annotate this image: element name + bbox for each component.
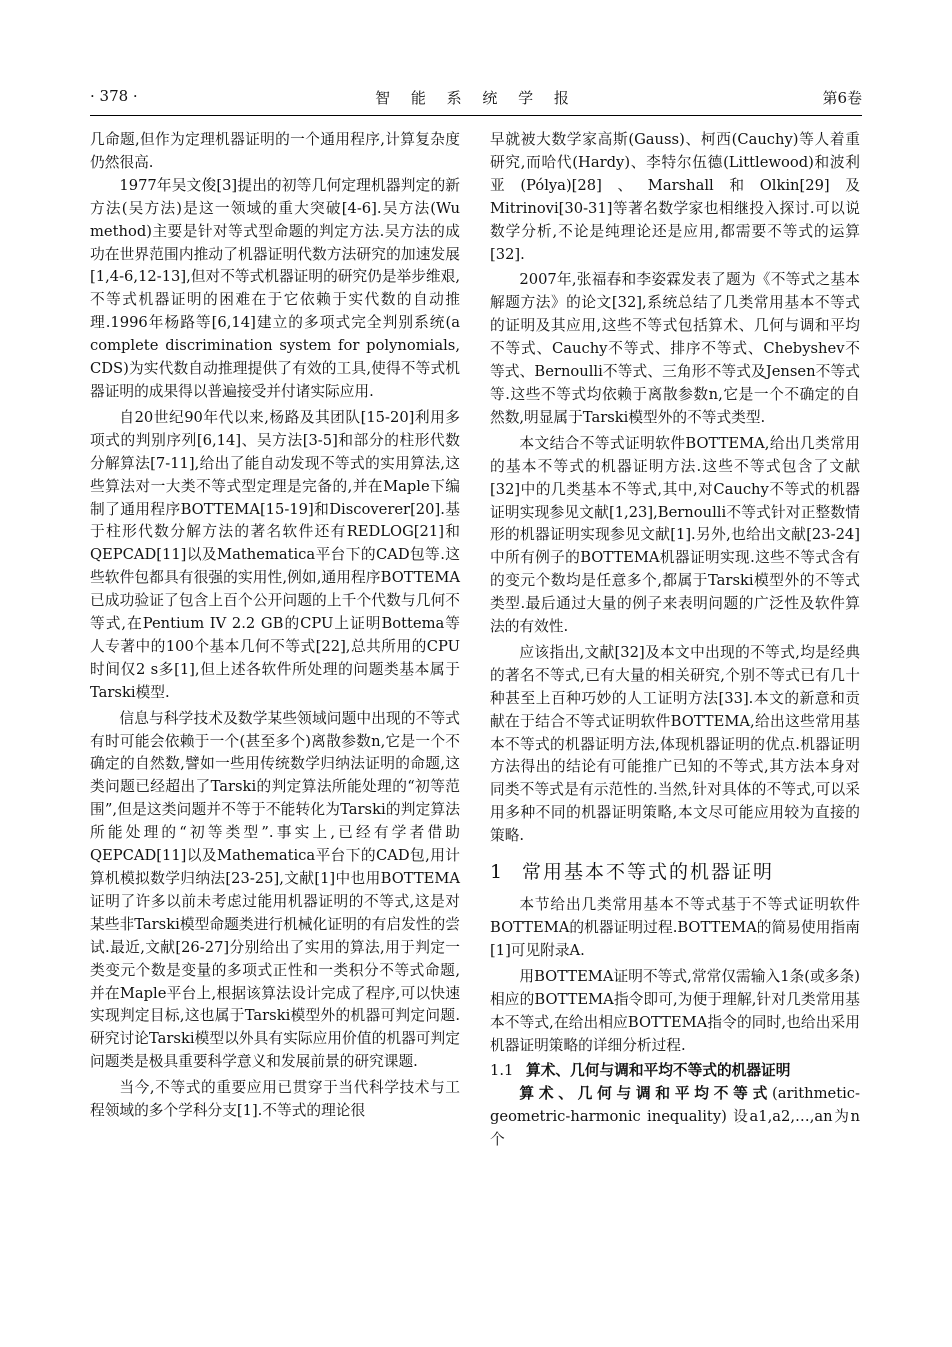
running-header — [90, 87, 862, 113]
paragraph: 早就被大数学家高斯(Gauss)、柯西(Cauchy)等人着重研究,而哈代(Hardy)、李特尔伍德(Littlewood)和波利亚(Pólya)[28]、Marshall和Olkin[29]及Mitrinovi[30-31]等著名数学家也相继投入探讨.可以说数学分析,不论是纯理论还是应用,都需要不等式的运算[32]. — [490, 131, 860, 263]
volume-label: 第6卷 — [822, 89, 862, 107]
section-title: 常用基本不等式的机器证明 — [522, 861, 775, 884]
subsection-number: 1.1 — [490, 1062, 514, 1080]
paragraph: 几命题,但作为定理机器证明的一个通用程序,计算复杂度仍然很高. — [90, 131, 460, 171]
section-heading — [490, 859, 860, 885]
paragraph: 1977年吴文俊[3]提出的初等几何定理机器判定的新方法(吴方法)是这一领域的重大突破[4-6].吴方法(Wu method)主要是针对等式型命题的判定方法.吴方法的成功在世界范围内推动了机器证明代数方法研究的加速发展[1,4-6,12-13],但对不等式机器证明的研究仍是举步维艰,不等式机器证明的困难在于它依赖于实代数的自动推理.1996年杨路等[6,14]建立的多项式完全判别系统(a complete discrimination system for polynomials, CDS)为实代数自动推理提供了有效的工具,使得不等式机器证明的成果得以普遍接受并付诸实际应用. — [90, 176, 460, 400]
paragraph-text: (arithmetic-geometric-harmonic inequality) 设a1,a2,…,an为n个 — [490, 1085, 860, 1149]
paragraph — [490, 1083, 860, 1152]
paragraph: 应该指出,文献[32]及本文中出现的不等式,均是经典的著名不等式,已有大量的相关研究,个别不等式已有几十种甚至上百种巧妙的人工证明方法[33].本文的新意和贡献在于结合不等式证明软件BOTTEMA,给出这些常用基本不等式的机器证明方法,体现机器证明的优点.机器证明方法得出的结论有可能推广已知的不等式,其方法本身对同类不等式是有示范性的.当然,针对具体的不等式,可以采用多种不同的机器证明策略,本文尽可能应用较为直接的策略. — [490, 643, 860, 845]
left-column — [90, 129, 460, 1123]
page-number: · 378 · — [90, 87, 138, 105]
header-rule — [90, 115, 862, 116]
journal-title: 智 能 系 统 学 报 — [375, 89, 577, 107]
subsection-heading — [490, 1060, 860, 1083]
paragraph: 本文结合不等式证明软件BOTTEMA,给出几类常用的基本不等式的机器证明方法.这些不等式包含了文献[32]中的几类基本不等式,其中,对Cauchy不等式的机器证明实现参见文献[1,23],Bernoulli不等式针对正整数情形的机器证明实现参见文献[1].另外,也给出文献[23-24]中所有例子的BOTTEMA机器证明实现.这些不等式含有的变元个数均是任意多个,都属于Tarski模型外的不等式类型.最后通过大量的例子来表明问题的广泛性及软件算法的有效性. — [490, 434, 860, 636]
right-column — [490, 129, 860, 1152]
paragraph: 本节给出几类常用基本不等式基于不等式证明软件BOTTEMA的机器证明过程.BOTTEMA的简易使用指南[1]可见附录A. — [490, 896, 860, 959]
paragraph: 信息与科学技术及数学某些领域问题中出现的不等式有时可能会依赖于一个(甚至多个)离散参数n,它是一个不确定的自然数,譬如一些用传统数学归纳法证明的命题,这类问题已经超出了Tarski的判定算法所能处理的“初等范围”,但是这类问题并不等于不能转化为Tarski的判定算法所能处理的“初等类型”.事实上,已经有学者借助QEPCAD[11]以及Mathematica平台下的CAD包,用计算机模拟数学归纳法[23-25],文献[1]中也用BOTTEMA证明了许多以前未考虑过能用机器证明的不等式,这是对某些非Tarski模型命题类进行机械化证明的有启发性的尝试.最近,文献[26-27]分别给出了实用的算法,用于判定一类变元个数是变量的多项式正性和一类积分不等式命题,并在Maple平台上,根据该算法设计完成了程序,可以快速实现判定目标,这也属于Tarski模型外的机器可判定问题.研究讨论Tarski模型以外具有实际应用价值的机器可判定问题类是极具重要科学意义和发展前景的研究课题. — [90, 709, 460, 1071]
paragraph: 用BOTTEMA证明不等式,常常仅需输入1条(或多条)相应的BOTTEMA指令即可,为便于理解,针对几类常用基本不等式,在给出相应BOTTEMA指令的同时,也给出采用机器证明策略的详细分析过程. — [490, 967, 860, 1054]
section-number: 1 — [490, 861, 503, 884]
theorem-lead: 算术、几何与调和平均不等式 — [519, 1085, 773, 1103]
subsection-title: 算术、几何与调和平均不等式的机器证明 — [526, 1062, 791, 1080]
paragraph: 2007年,张福春和李姿霖发表了题为《不等式之基本解题方法》的论文[32],系统总结了几类常用基本不等式的证明及其应用,这些不等式包括算术、几何与调和平均不等式、Cauchy不等式、排序不等式、Chebyshev不等式、Bernoulli不等式、三角形不等式及Jensen不等式等.这些不等式均依赖于离散参数n,它是一个不确定的自然数,明显属于Tarski模型外的不等式类型. — [490, 271, 860, 426]
paragraph: 自20世纪90年代以来,杨路及其团队[15-20]利用多项式的判别序列[6,14]、吴方法[3-5]和部分的柱形代数分解算法[7-11],给出了能自动发现不等式的实用算法,这些算法对一大类不等式型定理是完备的,并在Maple下编制了通用程序BOTTEMA[15-19]和Discoverer[20].基于柱形代数分解方法的著名软件还有REDLOG[21]和QEPCAD[11]以及Mathematica平台下的CAD包等.这些软件包都具有很强的实用性,例如,通用程序BOTTEMA已成功验证了包含上百个公开问题的上千个代数与几何不等式,在Pentium IV 2.2 GB的CPU上证明Bottema等人专著中的100个基本几何不等式[22],总共所用的CPU时间仅2 s多[1],但上述各软件所处理的问题类基本属于Tarski模型. — [90, 408, 460, 701]
paragraph: 当今,不等式的重要应用已贯穿于当代科学技术与工程领域的多个学科分支[1].不等式的理论很 — [90, 1079, 460, 1120]
